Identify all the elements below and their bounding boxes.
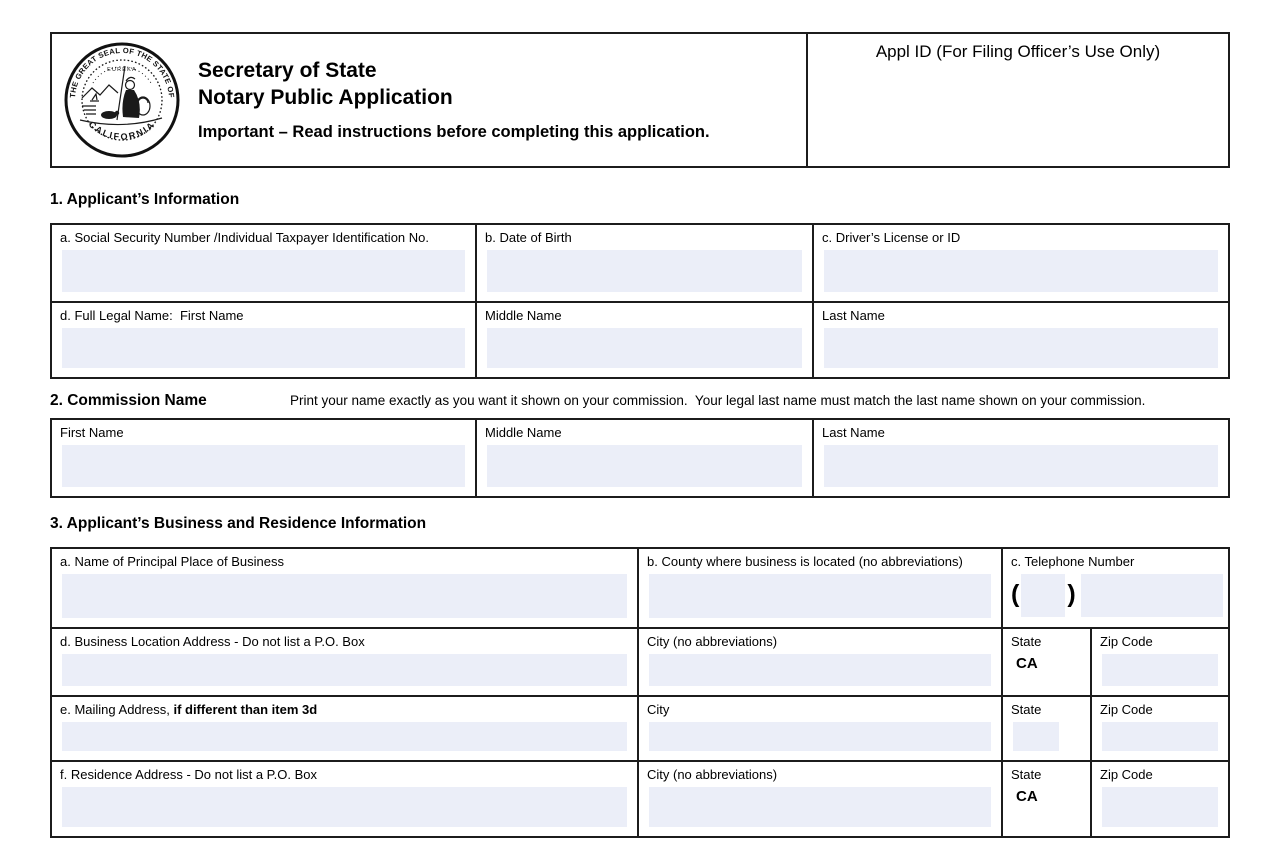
field-dob-label: b. Date of Birth: [485, 230, 572, 245]
mailing-city-label: City: [647, 702, 670, 717]
field-ssn-label: a. Social Security Number /Individual Taxpayer Identification No.: [60, 230, 430, 245]
seal-bottom-text: CALIFORNIA: [86, 119, 158, 142]
section1-table: [50, 223, 1230, 379]
commission-first-name-input[interactable]: [62, 445, 465, 487]
commission-middle-label: Middle Name: [485, 425, 562, 440]
table-row: [52, 627, 1228, 695]
table-row: [52, 301, 1228, 377]
business-state-label: State: [1011, 634, 1042, 649]
commission-last-label: Last Name: [822, 425, 885, 440]
legal-first-name-input[interactable]: [62, 328, 465, 368]
residence-state-cell: [1001, 762, 1090, 836]
form-header: [50, 32, 1230, 168]
residence-address-cell: [52, 762, 637, 836]
commission-middle-cell: [475, 420, 812, 496]
phone-number-input[interactable]: [1081, 574, 1223, 617]
county-input[interactable]: [649, 574, 991, 618]
field-legal-last-cell: [812, 303, 1228, 377]
important-note: Important – Read instructions before completing this application.: [198, 122, 710, 141]
residence-zip-input[interactable]: [1102, 787, 1218, 827]
residence-city-label: City (no abbreviations): [647, 767, 778, 782]
business-name-label: a. Name of Principal Place of Business: [60, 554, 284, 569]
mailing-address-label: [52, 697, 637, 718]
legal-middle-name-input[interactable]: [487, 328, 802, 368]
business-city-label: City (no abbreviations): [647, 634, 778, 649]
ssn-input[interactable]: [62, 250, 465, 292]
appl-id-box[interactable]: [808, 34, 1228, 166]
phone-inputs: [1011, 572, 1223, 617]
section2-description: Print your name exactly as you want it shown on your commission. Your legal last name must match the last name shown on your commission.: [290, 393, 1146, 408]
table-row: [52, 225, 1228, 301]
commission-middle-name-input[interactable]: [487, 445, 802, 487]
field-legal-first-cell: [52, 303, 475, 377]
residence-city-cell: [637, 762, 1001, 836]
field-ssn-cell: [52, 225, 475, 301]
seal-top-text: THE GREAT SEAL OF THE STATE OF: [68, 45, 176, 99]
field-legal-last-label: Last Name: [822, 308, 885, 323]
residence-zip-label: Zip Code: [1100, 767, 1153, 782]
business-address-cell: [52, 629, 637, 695]
field-license-label: c. Driver’s License or ID: [822, 230, 961, 245]
phone-cell: [1001, 549, 1228, 627]
form-title-line2: Notary Public Application: [198, 86, 453, 109]
mailing-zip-input[interactable]: [1102, 722, 1218, 751]
business-state-value: CA: [1016, 655, 1038, 672]
mailing-address-input[interactable]: [62, 722, 627, 751]
residence-zip-cell: [1090, 762, 1228, 836]
legal-last-name-input[interactable]: [824, 328, 1218, 368]
commission-first-cell: [52, 420, 475, 496]
dob-input[interactable]: [487, 250, 802, 292]
residence-state-label: State: [1011, 767, 1042, 782]
license-input[interactable]: [824, 250, 1218, 292]
business-zip-cell: [1090, 629, 1228, 695]
business-address-label: d. Business Location Address - Do not list a P.O. Box: [60, 634, 365, 649]
mailing-address-cell: [52, 697, 637, 760]
business-zip-input[interactable]: [1102, 654, 1218, 686]
svg-text:CALIFORNIA: [87, 119, 157, 142]
table-row: [52, 760, 1228, 836]
field-legal-middle-label: Middle Name: [485, 308, 562, 323]
mailing-state-input[interactable]: [1013, 722, 1059, 751]
field-dob-cell: [475, 225, 812, 301]
business-address-input[interactable]: [62, 654, 627, 686]
mailing-state-cell: [1001, 697, 1090, 760]
table-row: [52, 420, 1228, 496]
phone-close-paren: ): [1067, 580, 1076, 608]
section3-table: [50, 547, 1230, 838]
section1-heading: 1. Applicant’s Information: [50, 191, 240, 208]
header-titles: [198, 58, 710, 142]
section2-heading-row: [50, 391, 1230, 410]
section3-heading: 3. Applicant’s Business and Residence Information: [50, 515, 427, 532]
field-legal-middle-cell: [475, 303, 812, 377]
county-label: b. County where business is located (no abbreviations): [647, 554, 963, 569]
mailing-zip-cell: [1090, 697, 1228, 760]
mailing-city-cell: [637, 697, 1001, 760]
mailing-zip-label: Zip Code: [1100, 702, 1153, 717]
business-state-cell: [1001, 629, 1090, 695]
business-name-cell: [52, 549, 637, 627]
field-license-cell: [812, 225, 1228, 301]
field-legal-first-label: d. Full Legal Name: First Name: [60, 308, 244, 323]
county-cell: [637, 549, 1001, 627]
residence-address-input[interactable]: [62, 787, 627, 827]
residence-address-label: f. Residence Address - Do not list a P.O. Box: [60, 767, 317, 782]
mailing-city-input[interactable]: [649, 722, 991, 751]
commission-first-label: First Name: [60, 425, 124, 440]
business-zip-label: Zip Code: [1100, 634, 1153, 649]
mailing-address-label-bold: if different than item 3d: [173, 702, 318, 717]
business-city-input[interactable]: [649, 654, 991, 686]
section2-table: [50, 418, 1230, 498]
phone-open-paren: (: [1011, 580, 1020, 608]
header-left: [52, 34, 808, 166]
section2-heading: 2. Commission Name: [50, 392, 207, 409]
great-seal-of-california-icon: [62, 40, 182, 160]
business-name-input[interactable]: [62, 574, 627, 618]
phone-area-code-input[interactable]: [1021, 574, 1065, 617]
table-row: [52, 695, 1228, 760]
residence-state-value: CA: [1016, 788, 1038, 805]
table-row: [52, 549, 1228, 627]
appl-id-label: Appl ID (For Filing Officer’s Use Only): [875, 42, 1161, 61]
mailing-address-label-prefix: e. Mailing Address,: [60, 702, 174, 717]
residence-city-input[interactable]: [649, 787, 991, 827]
seal-motto-text: EUREKA: [107, 67, 137, 73]
form-title-line1: Secretary of State: [198, 59, 377, 83]
mailing-state-label: State: [1011, 702, 1042, 717]
business-city-cell: [637, 629, 1001, 695]
phone-label: c. Telephone Number: [1011, 554, 1135, 569]
commission-last-name-input[interactable]: [824, 445, 1218, 487]
commission-last-cell: [812, 420, 1228, 496]
